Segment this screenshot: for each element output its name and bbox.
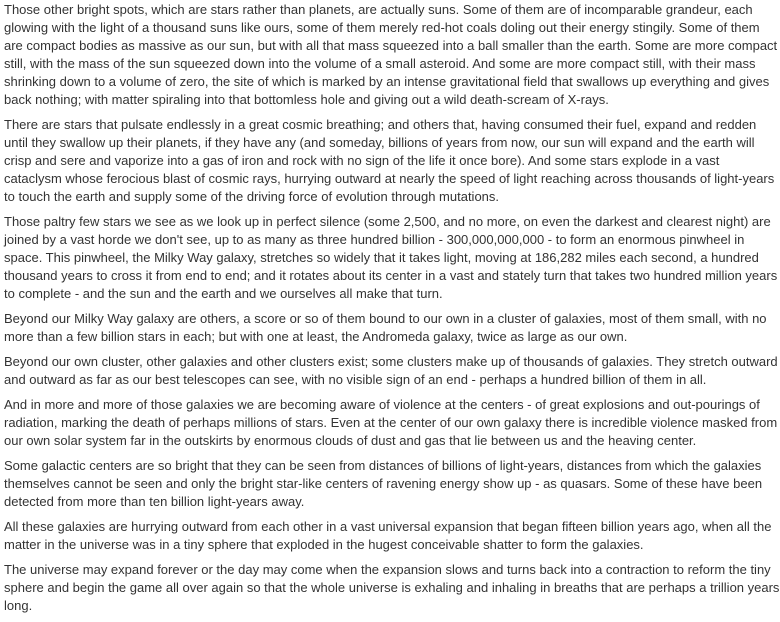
paragraph-3: Those paltry few stars we see as we look up in perfect silence (some 2,500, and no more, on even the darkest and clearest night) are joined by a vast horde we don't see, up to as many as three hundred billion - 300,000,000,000 - to form an enormous pinwheel in space. This pinwheel, the Milky Way galaxy, stretches so widely that it takes light, moving at 186,282 miles each second, a hundred thousand years to cross it from end to end; and it rotates about its center in a vast and stately turn that takes two hundred million years to complete - and the sun and the earth and we ourselves all make that turn. [4,214,778,301]
paragraph-9: The universe may expand forever or the day may come when the expansion slows and turns back into a contraction to reform the tiny sphere and begin the game all over again so that the whole universe is exhaling and inhaling in breaths that are perhaps a trillion years long. [4,562,780,613]
paragraph-2: There are stars that pulsate endlessly in a great cosmic breathing; and others that, having consumed their fuel, expand and redden until they swallow up their planets, if they have any (and someday, billions of years from now, our sun will expand and the earth will crisp and sere and vaporize into a gas of iron and rock with no sign of the life it once bore). And some stars explode in a vast cataclysm whose ferocious blast of cosmic rays, hurrying outward at nearly the speed of light reaching across thousands of light-years to touch the earth and supply some of the driving force of evolution through mutations. [4,117,775,204]
paragraph-7: Some galactic centers are so bright that they can be seen from distances of billions of light-years, distances from which the galaxies themselves cannot be seen and only the bright star-like centers of ravening energy show up - as quasars. Some of these have been detected from more than ten billion light-years away. [4,458,763,509]
paragraph-1: Those other bright spots, which are stars rather than planets, are actually suns. Some of them are of incomparable grandeur, each glowing with the light of a thousand suns like ours, some of them merely red-hot coals doling out their energy stingily. Some of them are compact bodies as massive as our sun, but with all that mass squeezed into a ball smaller than the earth. Some are more compact still, with the mass of the sun squeezed down into the volume of a small asteroid. And some are more compact still, with their mass shrinking down to a volume of zero, the site of which is marked by an intense gravitational field that swallows up everything and gives back nothing; with matter spiraling into that bottomless hole and giving out a wild death-scream of X-rays. [4,2,778,107]
paragraph-8: All these galaxies are hurrying outward from each other in a vast universal expansion that began fifteen billion years ago, when all the matter in the universe was in a tiny sphere that exploded in the hugest conceivable shatter to form the galaxies. [4,519,772,552]
article-body [4,1,780,622]
paragraph-5: Beyond our own cluster, other galaxies and other clusters exist; some clusters make up of thousands of galaxies. They stretch outward and outward as far as our best telescopes can see, with no visible sign of an end - perhaps a hundred billion of them in all. [4,354,778,387]
paragraph-4: Beyond our Milky Way galaxy are others, a score or so of them bound to our own in a cluster of galaxies, most of them small, with no more than a few billion stars in each; but with one at least, the Andromeda galaxy, twice as large as our own. [4,311,767,344]
paragraph-6: And in more and more of those galaxies we are becoming aware of violence at the centers - of great explosions and out-pourings of radiation, marking the death of perhaps millions of stars. Even at the center of our own galaxy there is incredible violence masked from our own solar system far in the outskirts by enormous clouds of dust and gas that lie between us and the heaving center. [4,397,778,448]
